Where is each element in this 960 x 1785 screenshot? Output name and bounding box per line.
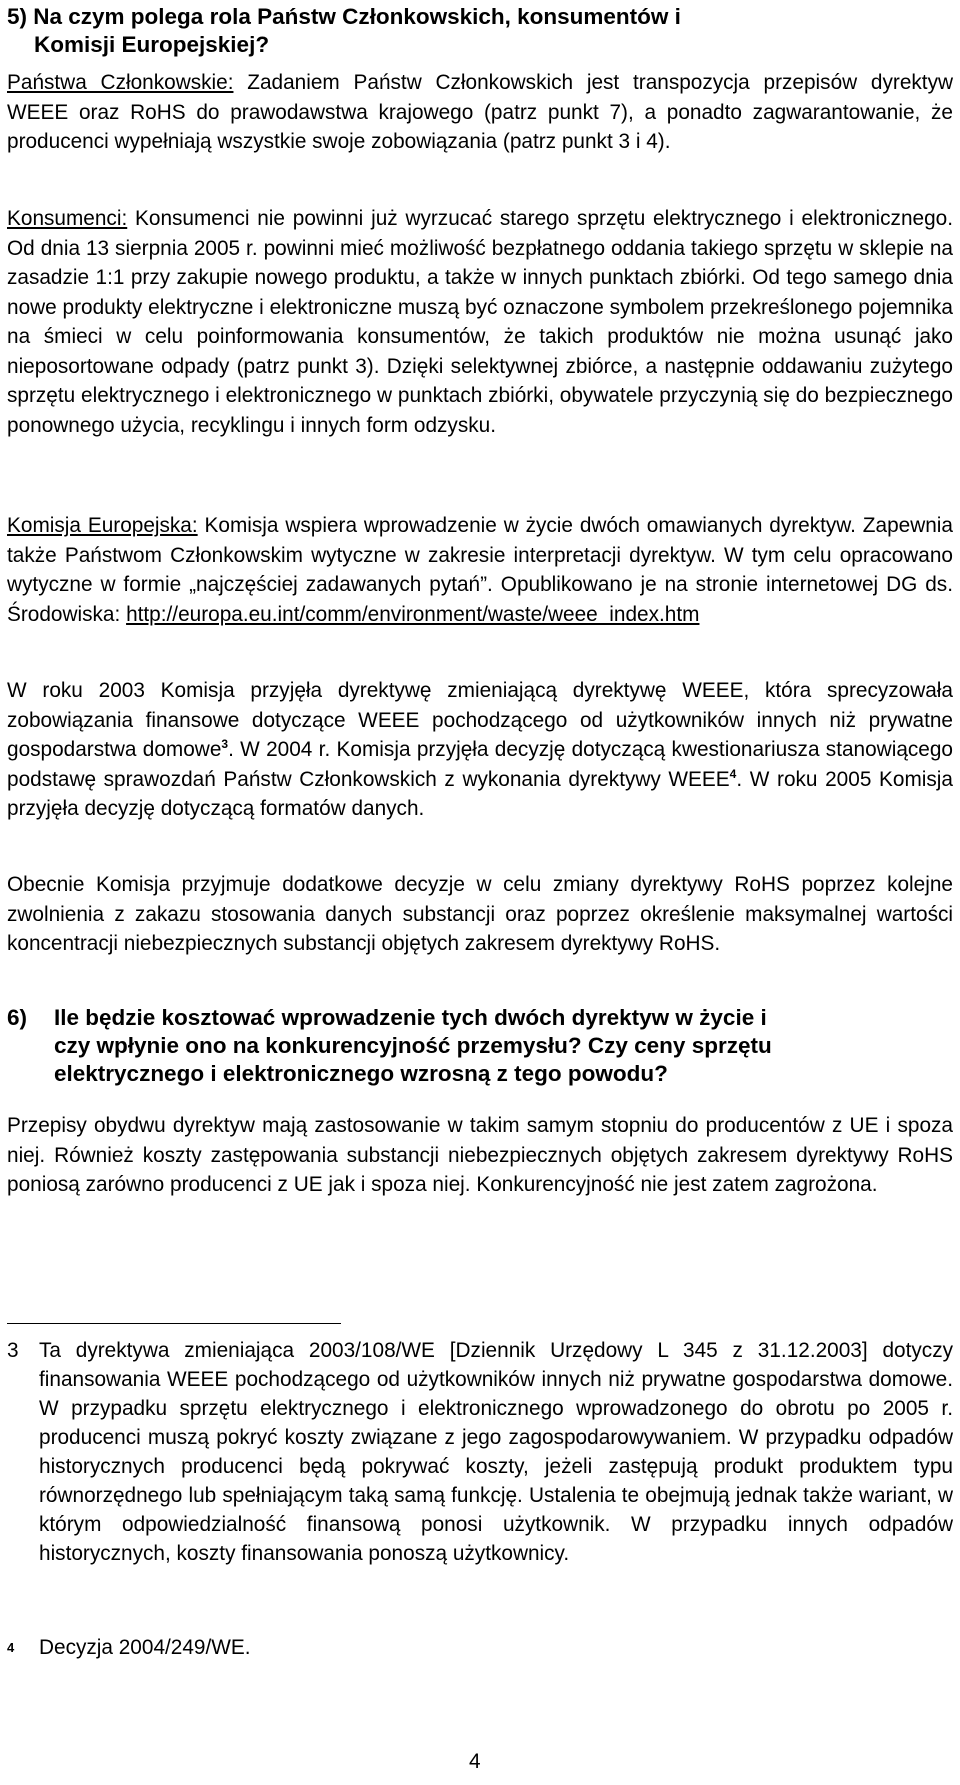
amending-directive-text-c: . W roku 2005 Komisja przyjęła decyzję dotyczącą formatów danych. — [7, 767, 953, 820]
section-6-heading-line-1: Ile będzie kosztować wprowadzenie tych dwóch dyrektyw w życie i — [54, 1005, 767, 1030]
footnote-3-text: Ta dyrektywa zmieniająca 2003/108/WE [Dziennik Urzędowy L 345 z 31.12.2003] dotyczy finansowania WEEE pochodzącego od użytkowników innych niż prywatne gospodarstwa domowe. W przypadku sprzętu elektrycznego i elektronicznego wprowadzonego do obrotu po 2005 r. producenci muszą pokryć koszty związane z jego zagospodarowywaniem. W przypadku odpadów historycznych producenci będą pokrywać koszty, jeżeli zastępują produkt produktem typu równorzędnego lub spełniającym taką samą funkcję. Ustalenia te obejmują jednak także wariant, w którym odpowiedzialność finansową ponosi użytkownik. W przypadku innych odpadów historycznych, koszty finansowania ponoszą użytkownicy. — [39, 1339, 953, 1565]
section-5-heading-line-1: 5) Na czym polega rola Państw Członkowskich, konsumentów i — [7, 4, 681, 29]
rohs-decisions-paragraph: Obecnie Komisja przyjmuje dodatkowe decyzje w celu zmiany dyrektywy RoHS poprzez kolejne zwolnienia z zakazu stosowania danych substancji oraz poprzez określenie maksymalnej wartości koncentracji niebezpiecznych substancji objętych zakresem dyrektywy RoHS. — [7, 873, 953, 955]
footnote-ref-3[interactable]: 3 — [221, 737, 229, 752]
commission-label: Komisja Europejska: — [7, 514, 198, 537]
dg-environment-link[interactable]: http://europa.eu.int/comm/environment/waste/weee_index.htm — [126, 602, 700, 626]
commission-text: Komisja wspiera wprowadzenie w życie dwóch omawianych dyrektyw. Zapewnia także Państwom Członkowskim wytyczne w zakresie interpretacji dyrektyw. W tym celu opracowano wytyczne w formie „najczęściej zadawanych pytań”. Opublikowano je na stronie internetowej DG ds. Środowiska: — [7, 514, 953, 626]
footnote-ref-4[interactable]: 4 — [729, 766, 737, 781]
consumers-text: Konsumenci nie powinni już wyrzucać starego sprzętu elektrycznego i elektronicznego. Od dnia 13 sierpnia 2005 r. powinni mieć możliwość bezpłatnego oddania takiego sprzętu w sklepie na zasadzie 1:1 przy zakupie nowego produktu, a także w innych punktach zbiórki. Od tego samego dnia nowe produkty elektryczne i elektroniczne muszą być oznaczone symbolem przekreślonego pojemnika na śmieci w celu poinformowania konsumentów, że takich produktów nie można usunąć jako nieposortowane odpady (patrz punkt 3). Dzięki selektywnej zbiórce, a następnie oddawaniu zużytego sprzętu elektrycznego i elektronicznego w punktach zbiórki, obywatele przyczynią się do bezpiecznego ponownego użycia, recyklingu i innych form odzysku. — [7, 207, 953, 437]
member-states-label: Państwa Członkowskie: — [7, 71, 234, 94]
section-5-heading-line-2: Komisji Europejskiej? — [34, 32, 270, 57]
member-states-text: Zadaniem Państw Członkowskich jest transpozycja przepisów dyrektyw WEEE oraz RoHS do prawodawstwa krajowego (patrz punkt 7), a ponadto zagwarantowanie, że producenci wypełniają wszystkie swoje zobowiązania (patrz punkt 3 i 4). — [7, 71, 953, 153]
consumers-paragraph — [7, 204, 953, 440]
member-states-paragraph — [7, 68, 953, 157]
section-6-heading-line-2: czy wpłynie ono na konkurencyjność przemysłu? Czy ceny sprzętu — [54, 1033, 772, 1058]
page-number: 4 — [469, 1750, 481, 1773]
footnote-separator — [7, 1323, 341, 1324]
section-5-heading — [7, 3, 681, 59]
commission-paragraph — [7, 511, 953, 629]
footnote-4 — [7, 1633, 953, 1662]
footnote-4-number: 4 — [7, 1640, 15, 1655]
amending-directive-text-b: . W 2004 r. Komisja przyjęła decyzję dotyczącą kwestionariusza stanowiącego podstawę sprawozdań Państw Członkowskich z wykonania dyrektywy WEEE — [7, 738, 953, 791]
section-6-heading — [7, 1004, 953, 1088]
footnote-3-number: 3 — [7, 1339, 19, 1362]
footnote-4-text: Decyzja 2004/249/WE. — [39, 1636, 251, 1659]
consumers-label: Konsumenci: — [7, 207, 128, 230]
amending-directive-text-a: W roku 2003 Komisja przyjęła dyrektywę zmieniającą dyrektywę WEEE, która sprecyzowała zobowiązania finansowe dotyczące WEEE pochodzącego od użytkowników innych niż prywatne gospodarstwa domowe — [7, 679, 953, 761]
footnote-3 — [7, 1336, 953, 1568]
amending-directive-paragraph — [7, 676, 953, 824]
section-6-heading-line-3: elektrycznego i elektronicznego wzrosną z tego powodu? — [54, 1061, 668, 1086]
costs-paragraph: Przepisy obydwu dyrektyw mają zastosowanie w takim samym stopniu do producentów z UE i spoza niej. Również koszty zastępowania substancji niebezpiecznych objętych zakresem dyrektywy RoHS poniosą zarówno producenci z UE jak i spoza niej. Konkurencyjność nie jest zatem zagrożona. — [7, 1114, 953, 1196]
section-6-number: 6) — [7, 1005, 28, 1030]
